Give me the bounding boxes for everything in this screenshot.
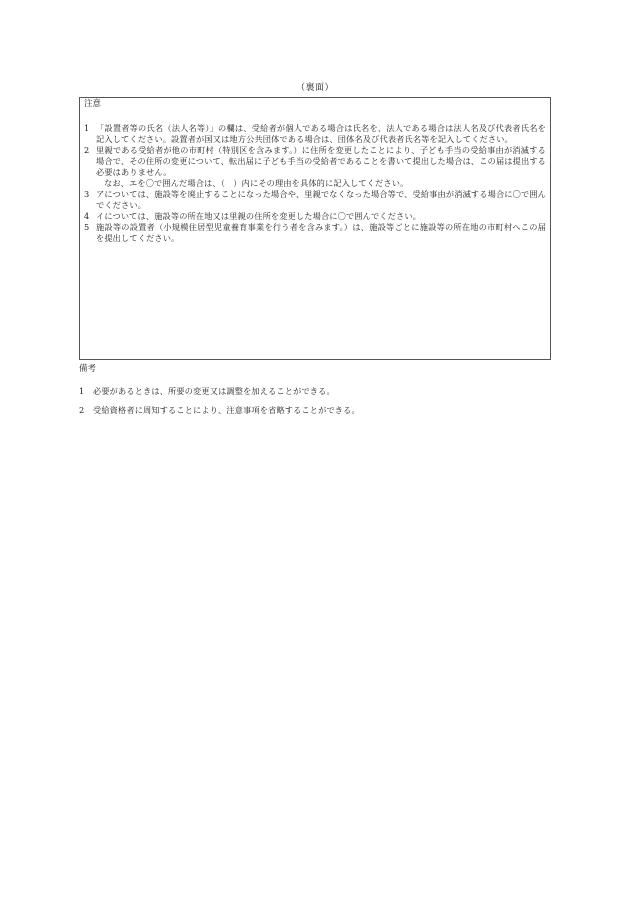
note-number: 5 bbox=[84, 222, 90, 232]
notes-box bbox=[79, 97, 551, 360]
remark-item-1 bbox=[79, 386, 549, 397]
note-item-2 bbox=[84, 145, 546, 178]
remark-text: 必要があるときは、所要の変更又は調整を加えることができる。 bbox=[93, 386, 335, 396]
notes-title: 注意 bbox=[84, 99, 102, 109]
note-number: 3 bbox=[84, 189, 90, 199]
note-item-4 bbox=[84, 211, 546, 222]
remarks-title: 備考 bbox=[79, 364, 97, 374]
notes-list bbox=[84, 123, 546, 244]
note-number: 2 bbox=[84, 145, 90, 155]
remark-number: 2 bbox=[79, 405, 85, 415]
note-item-1 bbox=[84, 123, 546, 145]
note-number: 4 bbox=[84, 211, 90, 221]
note-text: 「設置者等の氏名（法人名等）」の欄は、受給者が個人である場合は氏名を、法人である場合は法人名及び代表者氏名を記入してください。設置者が国又は地方公共団体である場合は、団体名及び代表者氏名等を記入してください。 bbox=[96, 123, 546, 144]
note-number: 1 bbox=[84, 123, 90, 133]
note-text: 里親である受給者が他の市町村（特別区を含みます。）に住所を変更したことにより、子ども手当の受給事由が消滅する場合で、その住所の変更について、転出届に子ども手当の受給者であることを書いて提出した場合は、この届は提出する必要はありません。 bbox=[96, 145, 546, 177]
remark-item-2 bbox=[79, 405, 549, 416]
note-item-2-sub: なお、エを〇で囲んだ場合は、（ ）内にその理由を具体的に記入してください。 bbox=[104, 178, 409, 188]
note-item-3 bbox=[84, 189, 546, 211]
remarks-list bbox=[79, 386, 549, 424]
remark-number: 1 bbox=[79, 386, 85, 396]
note-text: 施設等の設置者（小規模住居型児童養育事業を行う者を含みます。）は、施設等ごとに施設等の所在地の市町村へこの届を提出してください。 bbox=[96, 222, 546, 243]
note-item-5 bbox=[84, 222, 546, 244]
note-text: イについては、施設等の所在地又は里親の住所を変更した場合に〇で囲んでください。 bbox=[96, 211, 421, 221]
note-text: アについては、施設等を廃止することになった場合や、里親でなくなった場合等で、受給事由が消滅する場合に〇で囲んでください。 bbox=[96, 189, 546, 210]
remark-text: 受給資格者に周知することにより、注意事項を省略することができる。 bbox=[93, 405, 360, 415]
page-heading: （裏面） bbox=[295, 83, 334, 93]
